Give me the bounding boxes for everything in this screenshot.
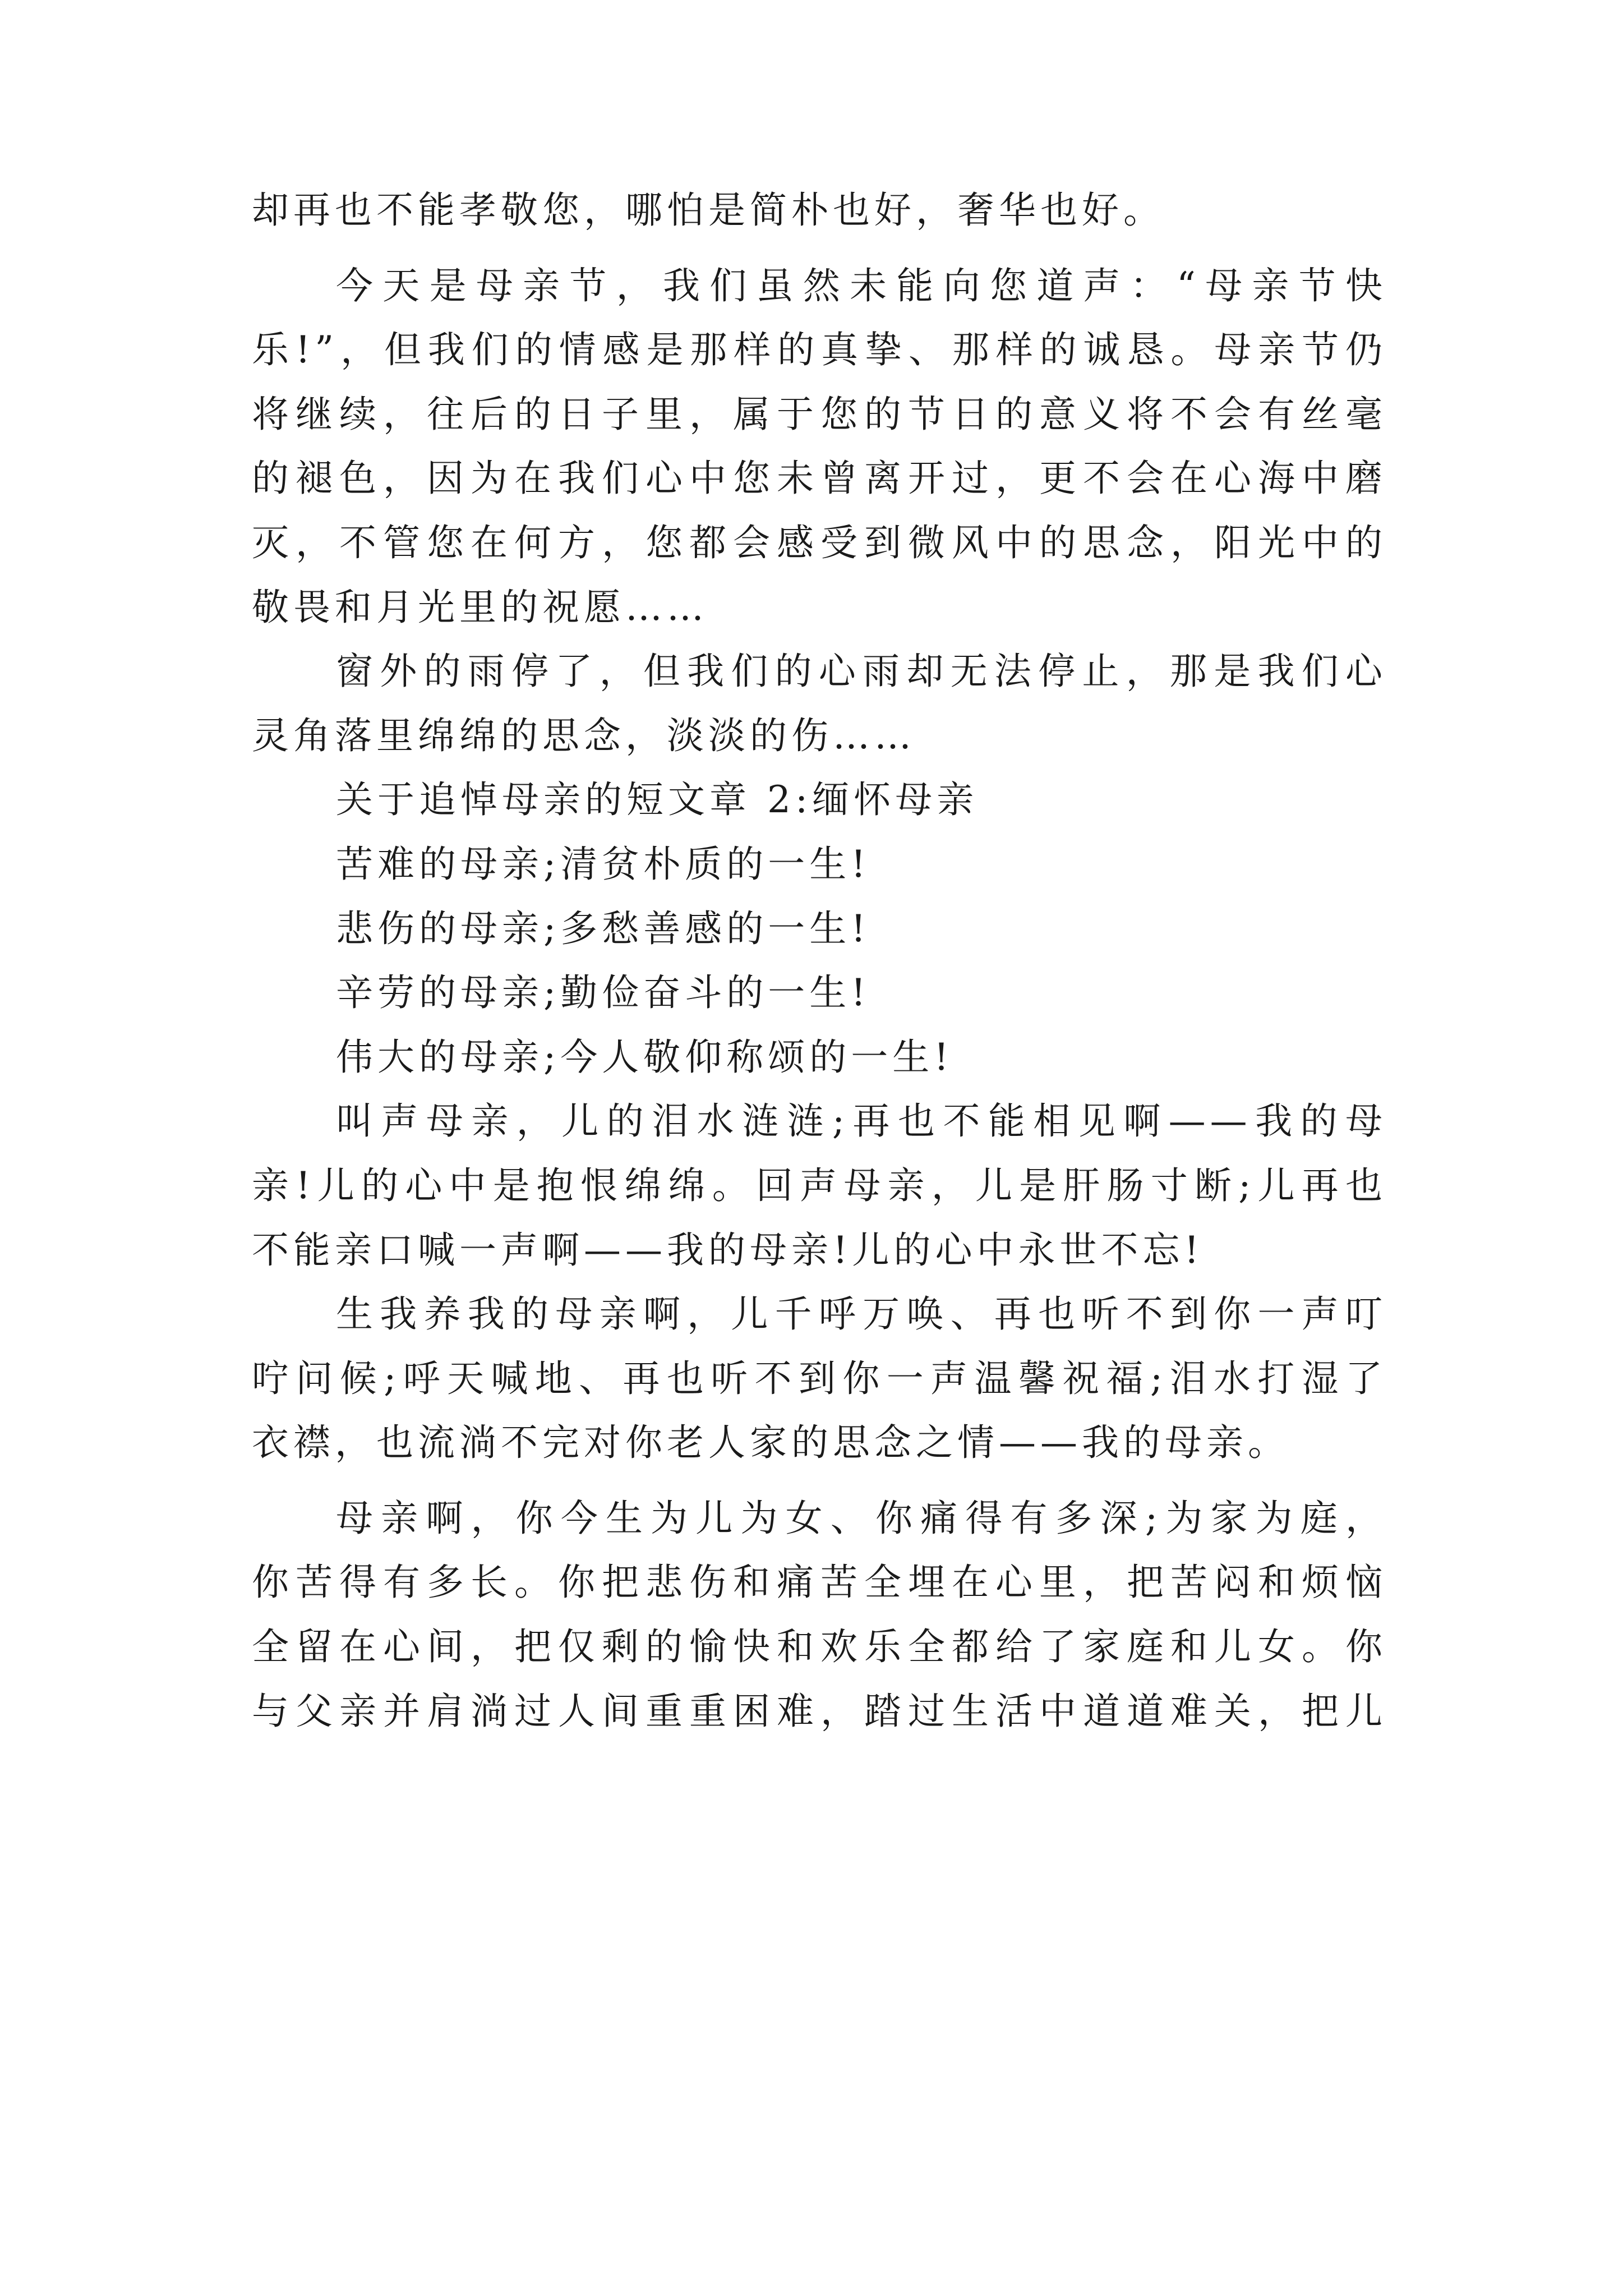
text-line: 辛劳的母亲;勤俭奋斗的一生! [336,971,870,1015]
paragraph-line: 生我养我的母亲啊，儿千呼万唤、再也听不到你一声叮 [336,1292,1387,1336]
paragraph-line: 今天是母亲节，我们虽然未能向您道声：“母亲节快 [336,264,1387,307]
text-line: 悲伤的母亲;多愁善感的一生! [336,907,870,950]
paragraph-line: 母亲啊，你今生为儿为女、你痛得有多深;为家为庭， [336,1496,1387,1540]
paragraph-line: 叫声母亲，儿的泪水涟涟;再也不能相见啊——我的母 [336,1099,1387,1143]
text-line: 灵角落里绵绵的思念，淡淡的伤…… [252,714,916,757]
document-body [252,178,1387,1743]
text-line: 与父亲并肩淌过人间重重困难，踏过生活中道道难关，把儿 [252,1689,1387,1733]
text-line: 你苦得有多长。你把悲伤和痛苦全埋在心里，把苦闷和烦恼 [252,1561,1387,1604]
text-line: 全留在心间，把仅剩的愉快和欢乐全都给了家庭和儿女。你 [252,1625,1387,1669]
text-line: 将继续，往后的日子里，属于您的节日的意义将不会有丝毫 [252,392,1387,436]
text-line: 不能亲口喊一声啊——我的母亲!儿的心中永世不忘! [252,1228,1204,1272]
text-line: 衣襟，也流淌不完对你老人家的思念之情——我的母亲。 [252,1421,1289,1465]
text-line: 敬畏和月光里的祝愿…… [252,585,708,629]
text-line: 苦难的母亲;清贫朴质的一生! [336,842,870,886]
paragraph-line: 窗外的雨停了，但我们的心雨却无法停止，那是我们心 [336,650,1387,693]
text-line: 却再也不能孝敬您，哪怕是简朴也好，奢华也好。 [252,188,1165,232]
text-line: 亲!儿的心中是抱恨绵绵。回声母亲，儿是肝肠寸断;儿再也 [252,1163,1387,1207]
text-line: 咛问候;呼天喊地、再也听不到你一声温馨祝福;泪水打湿了 [252,1356,1387,1400]
section-heading: 关于追悼母亲的短文章 2:缅怀母亲 [336,778,979,822]
text-line: 乐!”，但我们的情感是那样的真挚、那样的诚恳。母亲节仍 [252,328,1387,372]
text-line: 伟大的母亲;今人敬仰称颂的一生! [336,1035,953,1079]
text-line: 的褪色，因为在我们心中您未曾离开过，更不会在心海中磨 [252,457,1387,500]
text-line: 灭，不管您在何方，您都会感受到微风中的思念，阳光中的 [252,521,1387,564]
